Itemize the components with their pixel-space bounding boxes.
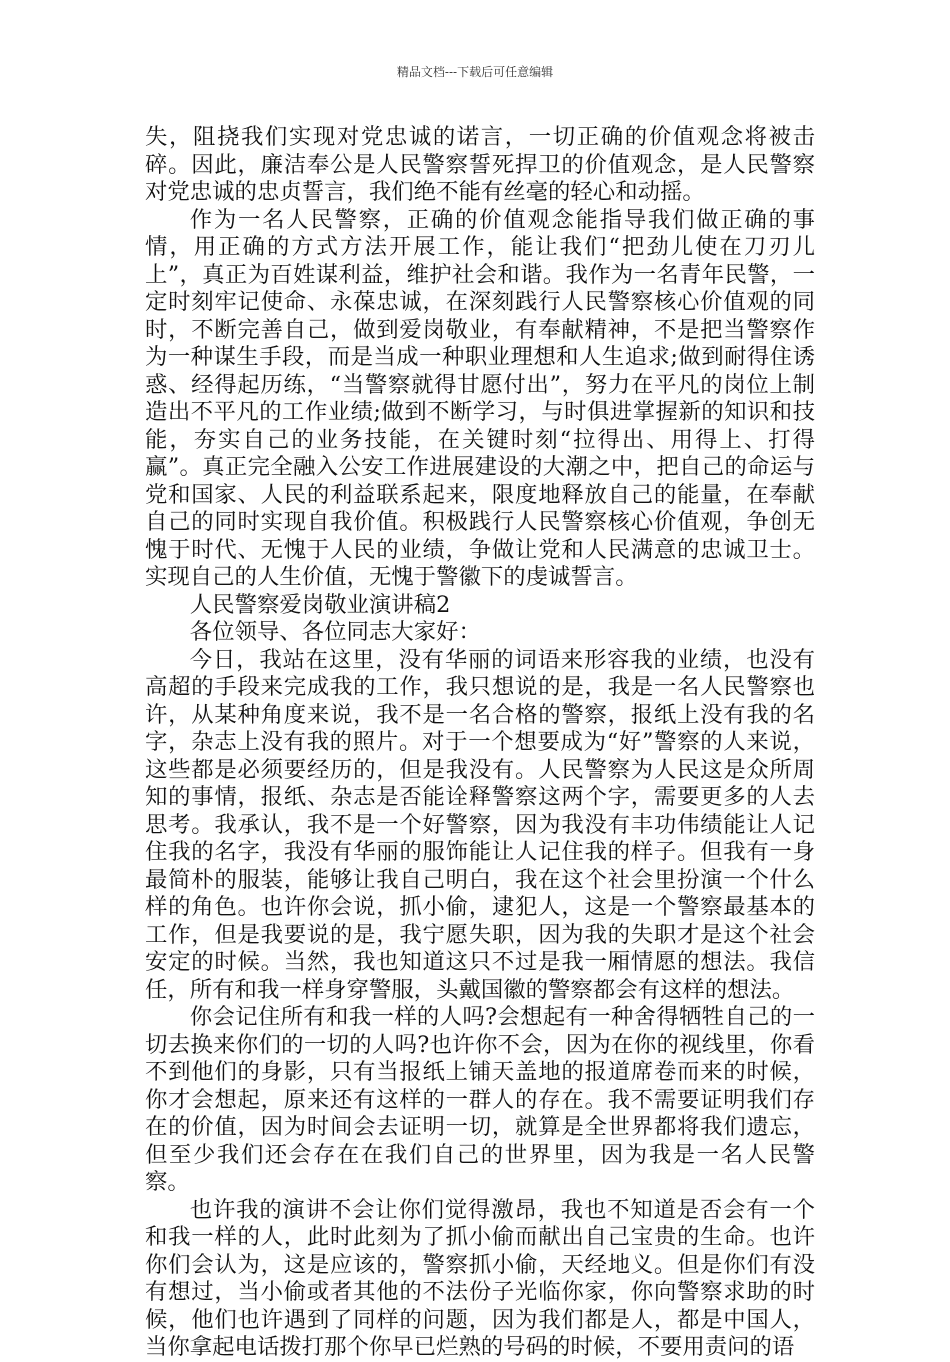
greeting: 各位领导、各位同志大家好： — [189, 619, 481, 645]
paragraph-3: 今日，我站在这里，没有华丽的词语来形容我的业绩，也没有高超的手段来完成我的工作，我只想说的是，我是一名人民警察也许，从某种角度来说，我不是一名合格的警察，报纸上没有我的名字，杂志上没有我的照片。对于一个想要成为“好”警察的人来说，这些都是必须要经历的，但是我没有。人民警察为人民这是众所周知的事情，报纸、杂志是否能诠释警察这两个字，需要更多的人去思考。我承认，我不是一个好警察，因为我没有丰功伟绩能让人记住我的名字，我没有华丽的服饰能让人记住我的样子。但我有一身最简朴的服装，能够让我自己明白，我在这个社会里扮演一个什么样的角色。也许你会说，抓小偷，逮犯人，这是一个警察最基本的工作，但是我要说的是，我宁愿失职，因为我的失职才是这个社会安定的时候。当然，我也知道这只不过是我一厢情愿的想法。我信任，所有和我一样身穿警服，头戴国徽的警察都会有这样的想法。 — [145, 646, 815, 1003]
paragraph-1: 失，阻挠我们实现对党忠诚的诺言，一切正确的价值观念将被击碎。因此，廉洁奉公是人民警察誓死捍卫的价值观念，是人民警察对党忠诚的忠贞誓言，我们绝不能有丝毫的轻心和动摇。 — [145, 124, 815, 205]
page-header: 精品文档---下载后可任意编辑 — [396, 65, 554, 79]
paragraph-5: 也许我的演讲不会让你们觉得激昂，我也不知道是否会有一个和我一样的人，此时此刻为了抓小偷而献出自己宝贵的生命。也许你们会认为，这是应该的，警察抓小偷，天经地义。但是你们有没有想过，当小偷或者其他的不法份子光临你家，你向警察求助的时候，他们也许遇到了同样的问题，因为我们都是人，都是中国人，当你拿起电话拨打那个你早已烂熟的号码的时候，不要用责问的语 — [145, 1196, 815, 1360]
paragraph-2: 作为一名人民警察，正确的价值观念能指导我们做正确的事情，用正确的方式方法开展工作，能让我们“把劲儿使在刀刃儿上”，真正为百姓谋利益，维护社会和谐。我作为一名青年民警，一定时刻牢记使命、永葆忠诚，在深刻践行人民警察核心价值观的同时，不断完善自己，做到爱岗敬业，有奉献精神，不是把当警察作为一种谋生手段，而是当成一种职业理想和人生追求;做到耐得住诱惑、经得起历练，“当警察就得甘愿付出”，努力在平凡的岗位上制造出不平凡的工作业绩;做到不断学习，与时俱进掌握新的知识和技能，夯实自己的业务技能，在关键时刻“拉得出、用得上、打得赢”。真正完全融入公安工作进展建设的大潮之中，把自己的命运与党和国家、人民的利益联系起来，限度地释放自己的能量，在奉献自己的同时实现自我价值。积极践行人民警察核心价值观，争创无愧于时代、无愧于人民的业绩，争做让党和人民满意的忠诚卫士。实现自己的人生价值，无愧于警徽下的虔诚誓言。 — [145, 206, 815, 590]
section-title: 人民警察爱岗敬业演讲稿2 — [189, 591, 451, 618]
document-body — [145, 124, 815, 1362]
paragraph-4: 你会记住所有和我一样的人吗?会想起有一种舍得牺牲自己的一切去换来你们的一切的人吗?也许你不会，因为在你的视线里，你看不到他们的身影，只有当报纸上铺天盖地的报道席卷而来的时候，你才会想起，原来还有这样的一群人的存在。我不需要证明我们存在的价值，因为时间会去证明一切，就算是全世界都将我们遗忘，但至少我们还会存在在我们自己的世界里，因为我是一名人民警察。 — [145, 1004, 815, 1195]
